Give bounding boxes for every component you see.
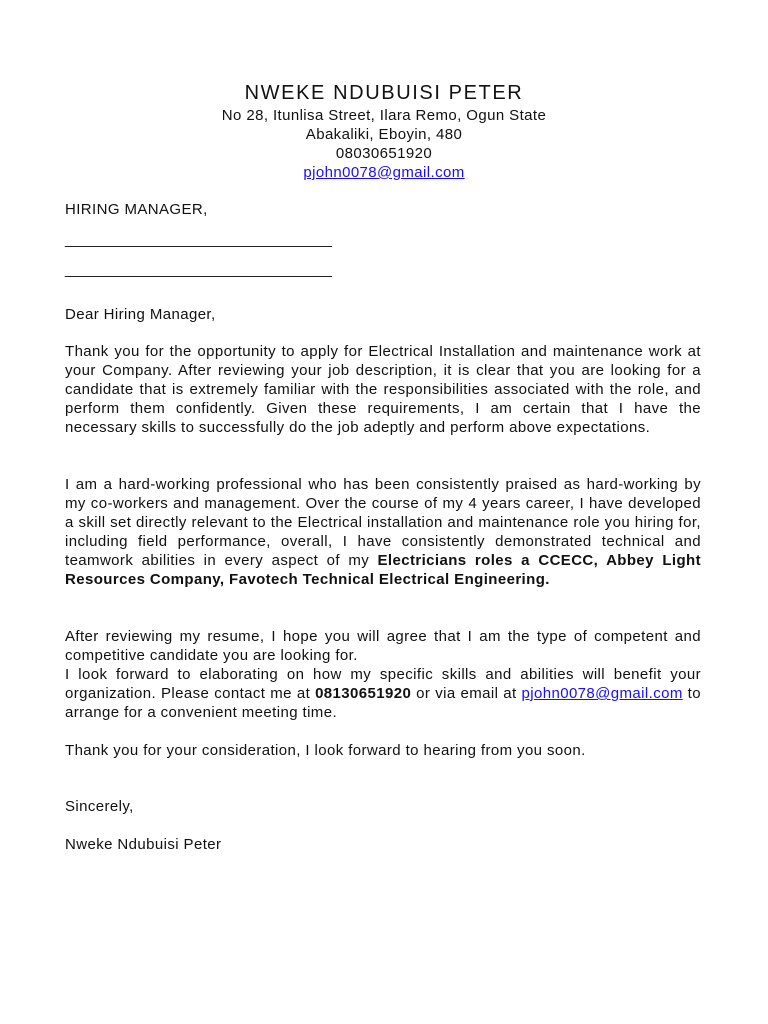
paragraph-3-after: to arrange for a convenient meeting time. [65, 685, 701, 721]
paragraph-3-before: I look forward to elaborating on how my specific skills and abilities will benefit your organization. Please contact me at [65, 666, 701, 702]
recipient-title: HIRING MANAGER, [65, 201, 208, 218]
address-line-1: No 28, Itunlisa Street, Ilara Remo, Ogun State [221, 107, 547, 124]
recipient-blank-lines-2 [65, 260, 701, 279]
paragraph-4 [65, 741, 701, 760]
letterhead [0, 80, 768, 182]
paragraph-3 [65, 627, 701, 722]
paragraph-1 [65, 342, 701, 437]
recipient-blank-lines [65, 230, 701, 249]
recipient-block [65, 200, 701, 219]
contact-email-link[interactable]: pjohn0078@gmail.com [521, 685, 683, 702]
paragraph-2-text: I am a hard-working professional who has been consistently praised as hard-working by my co-workers and management. Over the course of my 4 years career, I have developed a skill set directly relevant to the Electrical installation and maintenance role you hiring for, including field performance, overall, I have consistently demonstrated technical and teamwork abilities in every aspect of my [65, 476, 701, 569]
signature-block [65, 835, 701, 854]
email-link[interactable]: pjohn0078@gmail.com [303, 164, 465, 181]
paragraph-2-body [65, 475, 701, 589]
phone-number: 08030651920 [335, 145, 433, 162]
salutation: Dear Hiring Manager, [65, 306, 216, 323]
paragraph-2 [65, 475, 701, 589]
paragraph-2-employers: Electricians roles a CCECC, Abbey Light Resources Company, Favotech Technical Electrical Engineering. [65, 552, 701, 588]
paragraph-4-text: Thank you for your consideration, I look forward to hearing from you soon. [65, 742, 586, 759]
recipient-blank-line-2: ________________________________ [65, 261, 332, 278]
closing: Sincerely, [65, 798, 134, 815]
address-line-2: Abakaliki, Eboyin, 480 [305, 126, 463, 143]
paragraph-3-mid: or via email at [416, 685, 517, 702]
paragraph-3-line-2 [65, 665, 701, 722]
salutation-block [65, 305, 701, 324]
recipient-blank-line-1: ________________________________ [65, 231, 332, 248]
signature: Nweke Ndubuisi Peter [65, 836, 222, 853]
closing-block [65, 797, 701, 816]
paragraph-1-text: Thank you for the opportunity to apply for Electrical Installation and maintenance work at your Company. After reviewing your job description, it is clear that you are looking for a candidate that is extremely familiar with the responsibilities associated with the role, and perform them confidently. Given these requirements, I am certain that I have the necessary skills to successfully do the job adeptly and perform above expectations. [65, 343, 701, 436]
paragraph-3-line-1: After reviewing my resume, I hope you will agree that I am the type of competent and competitive candidate you are looking for. [65, 628, 701, 664]
sender-name: NWEKE NDUBUISI PETER [244, 82, 524, 104]
contact-phone: 08130651920 [315, 685, 412, 702]
